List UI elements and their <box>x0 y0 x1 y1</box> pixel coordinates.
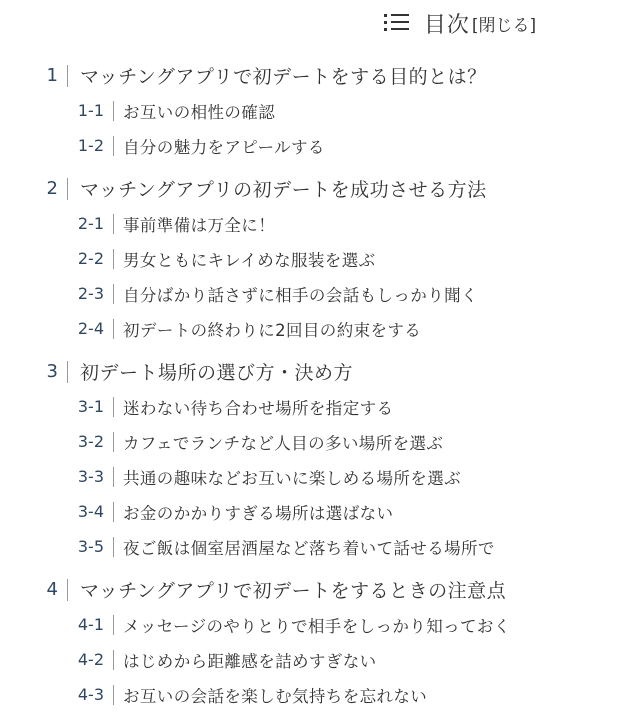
toc-section <box>0 171 640 346</box>
toc-subitem-number: 2-2 <box>77 249 104 268</box>
toc-subitem[interactable] <box>0 642 640 677</box>
toc-separator <box>113 432 114 452</box>
toc-separator <box>113 214 114 234</box>
toc-separator <box>113 284 114 304</box>
toc-section <box>0 572 640 712</box>
toc-subitem-number: 3-3 <box>77 467 104 486</box>
toc-heading-link[interactable]: 初デート場所の選び方・決め方 <box>80 362 354 384</box>
toc-subitem[interactable] <box>0 607 640 642</box>
toc-subitem[interactable] <box>0 677 640 712</box>
toc-header <box>0 6 640 40</box>
toc-subitem[interactable] <box>0 241 640 276</box>
toc-heading-number: 3 <box>46 361 58 382</box>
toc-subitem-link[interactable]: 自分ばかり話さずに相手の会話もしっかり聞く <box>123 285 478 305</box>
toc-subitem-link[interactable]: 迷わない待ち合わせ場所を指定する <box>123 398 394 418</box>
toc-subitem-number: 3-1 <box>77 397 104 416</box>
toc-subitem-link[interactable]: 共通の趣味などお互いに楽しめる場所を選ぶ <box>123 468 461 488</box>
toc-section <box>0 58 640 163</box>
toc-separator <box>113 537 114 557</box>
toc-title: 目次 <box>423 12 470 38</box>
toc-separator <box>113 615 114 635</box>
toc-subitem-link[interactable]: 事前準備は万全に！ <box>123 215 276 235</box>
toc-heading-link[interactable]: マッチングアプリの初デートを成功させる方法 <box>80 179 487 201</box>
toc-subitem-link[interactable]: カフェでランチなど人目の多い場所を選ぶ <box>123 433 444 453</box>
toc-subitem-number: 3-5 <box>77 537 104 556</box>
toc-separator <box>113 650 114 670</box>
toc-subitem[interactable] <box>0 459 640 494</box>
toc-subitem[interactable] <box>0 311 640 346</box>
toc-separator <box>113 101 114 121</box>
toc-subitem-number: 4-3 <box>77 685 104 704</box>
toc-subitem-link[interactable]: 男女ともにキレイめな服装を選ぶ <box>123 250 376 270</box>
toc-subitem-number: 4-2 <box>77 650 104 669</box>
toc-heading-item[interactable] <box>0 572 640 607</box>
toc-separator <box>113 685 114 705</box>
toc-separator <box>67 579 68 601</box>
toc-subitem-number: 2-1 <box>77 214 104 233</box>
toc-subitem[interactable] <box>0 128 640 163</box>
toc-subitem[interactable] <box>0 206 640 241</box>
toc-separator <box>113 467 114 487</box>
toc-heading-link[interactable]: マッチングアプリで初デートをする目的とは？ <box>80 66 487 88</box>
toc-heading-link[interactable]: マッチングアプリで初デートをするときの注意点 <box>80 580 507 602</box>
toc-heading-number: 2 <box>46 178 58 199</box>
toc-subitem-number: 2-4 <box>77 319 104 338</box>
toc-heading-item[interactable] <box>0 354 640 389</box>
toc-subitem-number: 2-3 <box>77 284 104 303</box>
toc-subitem-number: 3-4 <box>77 502 104 521</box>
toc-heading-item[interactable] <box>0 58 640 93</box>
toc-separator <box>67 361 68 383</box>
toc-subitem[interactable] <box>0 529 640 564</box>
toc-subitem[interactable] <box>0 276 640 311</box>
toc-subitem[interactable] <box>0 494 640 529</box>
toc-subitem-link[interactable]: お互いの会話を楽しむ気持ちを忘れない <box>123 686 428 706</box>
toc-separator <box>67 65 68 87</box>
toc-subitem-link[interactable]: 夜ご飯は個室居酒屋など落ち着いて話せる場所で <box>123 538 495 558</box>
toc-separator <box>113 397 114 417</box>
toc-subitem-link[interactable]: お金のかかりすぎる場所は選ばない <box>123 503 394 523</box>
toc-subitem-link[interactable]: 自分の魅力をアピールする <box>123 137 325 157</box>
list-icon <box>384 13 410 33</box>
toc-subitem-number: 1-1 <box>77 101 104 120</box>
toc-subitem-link[interactable]: 初デートの終わりに2回目の約束をする <box>123 320 422 340</box>
toc-heading-item[interactable] <box>0 171 640 206</box>
toc-separator <box>113 136 114 156</box>
toc-subitem[interactable] <box>0 93 640 128</box>
toc-subitem[interactable] <box>0 389 640 424</box>
toc-section <box>0 354 640 564</box>
toc-heading-number: 1 <box>46 65 58 86</box>
toc-heading-number: 4 <box>46 579 58 600</box>
toc-subitem-number: 1-2 <box>77 136 104 155</box>
toc-subitem-link[interactable]: はじめから距離感を詰めすぎない <box>123 651 377 671</box>
toc-subitem-link[interactable]: お互いの相性の確認 <box>123 102 276 122</box>
toc-separator <box>113 249 114 269</box>
toc-separator <box>113 502 114 522</box>
toc-subitem-number: 4-1 <box>77 615 104 634</box>
toc-separator <box>67 178 68 200</box>
toc-toggle-button[interactable]: [閉じる] <box>471 15 537 36</box>
toc-separator <box>113 319 114 339</box>
toc-subitem-number: 3-2 <box>77 432 104 451</box>
toc-list <box>0 58 640 720</box>
toc-subitem-link[interactable]: メッセージのやりとりで相手をしっかり知っておく <box>123 616 511 636</box>
toc-subitem[interactable] <box>0 424 640 459</box>
